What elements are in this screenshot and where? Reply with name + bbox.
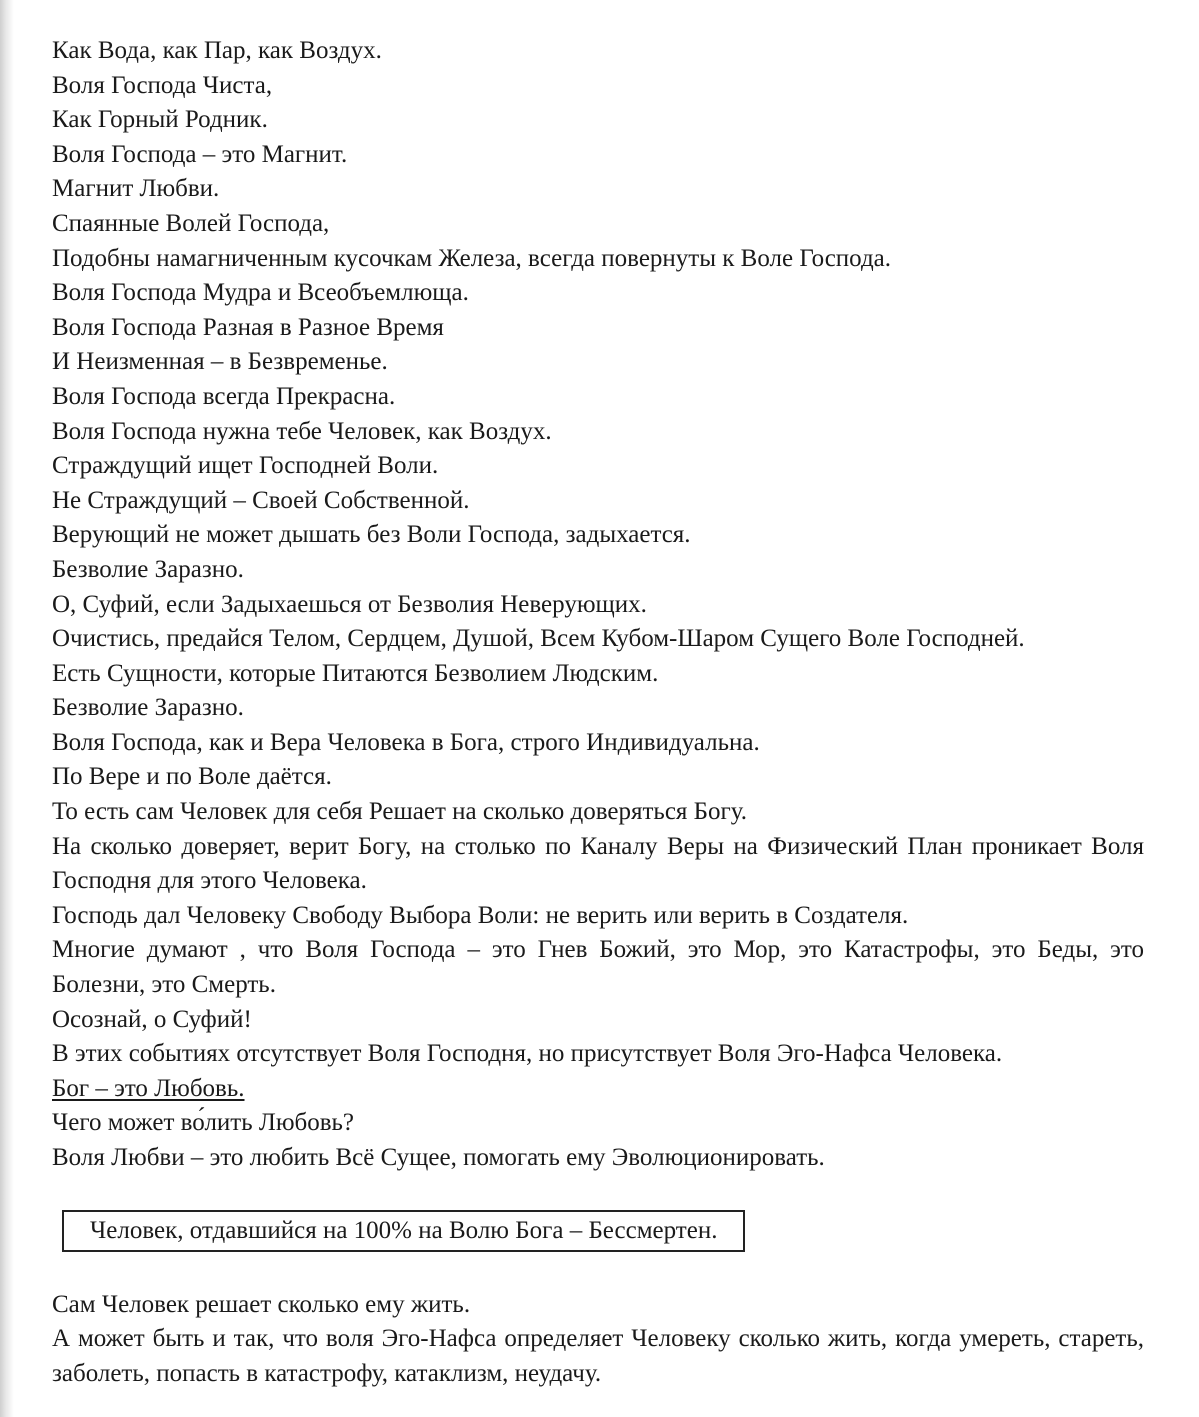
text-line: Воля Господа Чиста,: [52, 71, 273, 99]
text-line: Воля Господа Разная в Разное Время: [52, 313, 444, 341]
text-line: Безволие Заразно.: [52, 694, 244, 722]
text-line: Господь дал Человеку Свободу Выбора Воли: не верить или верить в Создателя.: [52, 901, 909, 929]
text-line: Не Страждущий – Своей Собственной.: [52, 486, 470, 514]
text-line: [52, 1072, 1144, 1107]
text-line: Верующий не может дышать без Воли Господа, задыхается.: [52, 521, 691, 549]
text-line: Воля Господа – это Магнит.: [52, 140, 348, 168]
text-line: Есть Сущности, которые Питаются Безволием Людским.: [52, 659, 659, 687]
text-paragraph: На сколько доверяет, верит Богу, на столько по Каналу Веры на Физический План проникает Воля Господня для этого Человека.: [52, 832, 1144, 895]
text-line: Страждущий ищет Господней Воли.: [52, 452, 439, 480]
text-paragraph: Многие думают , что Воля Господа – это Гнев Божий, это Мор, это Катастрофы, это Беды, это Болезни, это Смерть.: [52, 936, 1144, 999]
text-paragraph: А может быть и так, что воля Эго-Нафса определяет Человеку сколько жить, когда умереть, стареть, заболеть, попасть в катастрофу, катаклизм, неудачу.: [52, 1325, 1144, 1387]
text-line: Воля Господа всегда Прекрасна.: [52, 382, 396, 410]
text-line: Воля Господа, как и Вера Человека в Бога, строго Индивидуальна.: [52, 728, 760, 756]
text-line: Воля Любви – это любить Всё Сущее, помогать ему Эволюционировать.: [52, 1144, 825, 1171]
text-line: Магнит Любви.: [52, 175, 220, 203]
text-line: Безволие Заразно.: [52, 555, 244, 583]
document-page: [52, 34, 1144, 1391]
scan-edge-shadow: [0, 0, 14, 1417]
text-line: Воля Господа нужна тебе Человек, как Воздух.: [52, 417, 552, 445]
text-line: В этих событиях отсутствует Воля Господня, но присутствует Воля Эго-Нафса Человека.: [52, 1040, 1003, 1068]
boxed-statement: Человек, отдавшийся на 100% на Волю Бога – Бессмертен.: [62, 1210, 745, 1252]
text-line: Воля Господа Мудра и Всеобъемлюща.: [52, 279, 469, 307]
spacer: [52, 1252, 1144, 1288]
text-line: О, Суфий, если Задыхаешься от Безволия Неверующих.: [52, 590, 647, 618]
text-line: Как Вода, как Пар, как Воздух.: [52, 37, 382, 64]
text-line: То есть сам Человек для себя Решает на сколько доверяться Богу.: [52, 798, 748, 826]
boxed-statement-row: [52, 1210, 1144, 1252]
spacer: [52, 1176, 1144, 1210]
text-line: Как Горный Родник.: [52, 106, 268, 134]
text-line: Чего может во́лить Любовь?: [52, 1109, 355, 1137]
underlined-statement: Бог – это Любовь.: [52, 1074, 245, 1102]
text-line: Спаянные Волей Господа,: [52, 209, 330, 237]
text-paragraph: Очистись, предайся Телом, Сердцем, Душой, Всем Кубом-Шаром Сущего Воле Господней.: [52, 625, 1025, 653]
text-line: По Вере и по Воле даётся.: [52, 763, 332, 791]
text-line: Сам Человек решает сколько ему жить.: [52, 1290, 471, 1318]
text-line: Подобны намагниченным кусочкам Железа, всегда повернуты к Воле Господа.: [52, 244, 892, 272]
text-line: И Неизменная – в Безвременье.: [52, 348, 388, 376]
text-line: Осознай, о Суфий!: [52, 1005, 252, 1033]
